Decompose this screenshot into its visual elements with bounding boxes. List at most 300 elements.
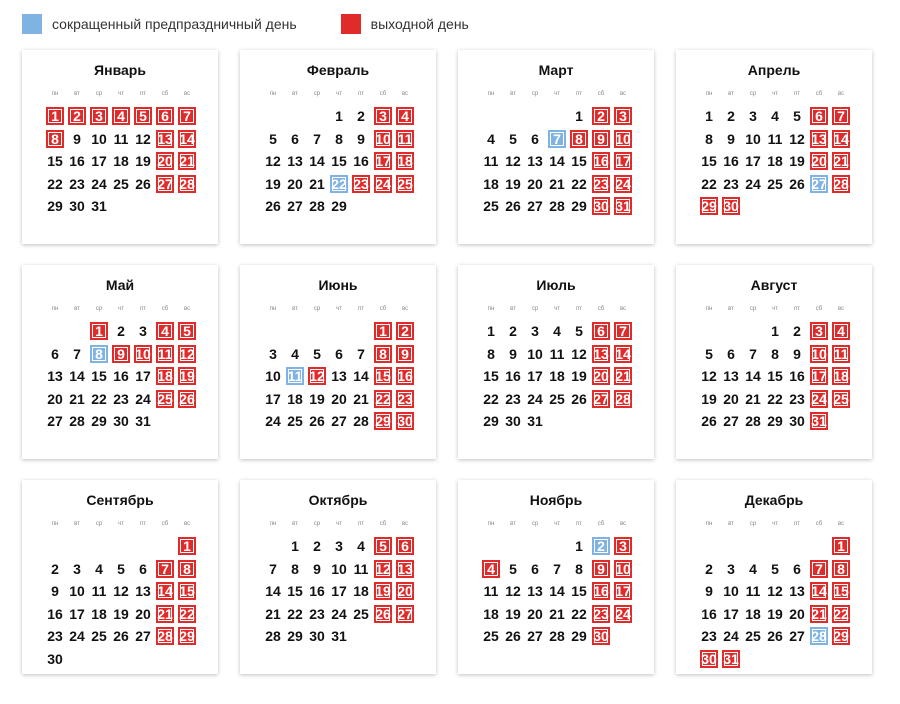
weekday-header (44, 306, 198, 312)
day-cell: 2 (592, 107, 610, 125)
day-cell: 23 (593, 175, 609, 192)
day-cell: 26 (701, 413, 717, 430)
day-cell: 4 (156, 322, 174, 340)
day-cell: 18 (833, 368, 849, 384)
weekday-label: пт (576, 521, 582, 527)
month-title: Май (105, 277, 135, 293)
day-cell: 29 (833, 628, 849, 644)
month-card (676, 265, 872, 459)
day-cell: 11 (287, 368, 303, 384)
day-cell: 1 (705, 108, 713, 125)
day-cell: 6 (156, 107, 174, 125)
weekday-label: пн (51, 306, 59, 312)
day-cell: 16 (505, 368, 521, 385)
day-cell: 21 (811, 605, 827, 622)
day-cell: 27 (47, 413, 63, 430)
weekday-label: вт (728, 91, 734, 97)
day-cell: 3 (139, 323, 147, 340)
day-cell: 22 (833, 605, 849, 622)
day-cell: 19 (505, 605, 521, 622)
day-cell: 6 (139, 560, 147, 577)
day-cell: 18 (287, 390, 303, 407)
day-cell: 20 (287, 175, 303, 192)
day-cell: 20 (723, 390, 739, 407)
day-cell: 16 (113, 368, 129, 385)
day-cell: 24 (331, 605, 347, 622)
empty-cell (132, 535, 154, 558)
weekday-header (262, 521, 416, 527)
day-cell: 17 (69, 605, 85, 622)
month-card (240, 480, 436, 674)
weekday-label: вс (619, 306, 627, 312)
day-cell: 14 (833, 130, 849, 147)
weekday-label: сб (815, 306, 823, 312)
day-cell: 10 (331, 560, 347, 577)
weekday-label: ср (531, 91, 539, 97)
day-cell: 29 (701, 198, 717, 214)
day-cell: 12 (265, 153, 281, 170)
day-cell: 19 (767, 605, 783, 622)
weekday-label: вс (619, 521, 627, 527)
day-cell: 25 (91, 628, 107, 645)
day-cell: 3 (90, 107, 108, 125)
day-cell: 24 (745, 175, 761, 192)
day-cell: 4 (832, 322, 850, 340)
day-cell: 5 (374, 537, 392, 555)
day-cell: 17 (745, 153, 761, 170)
day-cell: 29 (375, 413, 391, 429)
day-cell: 9 (313, 560, 321, 577)
day-cell: 30 (47, 650, 63, 667)
day-cell: 19 (789, 153, 805, 170)
day-cell: 12 (505, 153, 521, 170)
day-cell: 22 (701, 175, 717, 192)
day-cell: 5 (313, 345, 321, 362)
weekday-label: чт (118, 306, 124, 312)
day-cell: 11 (397, 130, 413, 147)
empty-cell (480, 105, 502, 128)
day-cell: 7 (614, 322, 632, 340)
weekday-label: сб (597, 521, 605, 527)
day-cell: 25 (745, 628, 761, 645)
legend-dayoff-label: выходной день (370, 16, 469, 32)
day-cell: 17 (615, 153, 631, 169)
day-cell: 8 (46, 130, 64, 148)
day-cell: 25 (397, 175, 413, 192)
day-cell: 11 (833, 345, 849, 362)
day-cell: 20 (135, 605, 151, 622)
day-cell: 2 (313, 538, 321, 555)
month-title: Октябрь (308, 492, 368, 508)
day-cell: 16 (353, 153, 369, 170)
day-cell: 9 (727, 130, 735, 147)
day-cell: 21 (179, 153, 195, 169)
weekday-header (480, 306, 634, 312)
weekday-label: сб (597, 91, 605, 97)
month-title: Апрель (747, 62, 801, 78)
weekday-label: пн (269, 521, 277, 527)
day-cell: 9 (73, 130, 81, 147)
weekday-label: чт (554, 521, 560, 527)
day-cell: 8 (771, 345, 779, 362)
day-cell: 23 (69, 175, 85, 192)
day-cell: 23 (723, 175, 739, 192)
day-cell: 13 (157, 130, 173, 147)
weekday-label: пн (487, 521, 495, 527)
day-cell: 17 (135, 368, 151, 385)
day-cell: 24 (91, 175, 107, 192)
day-cell: 2 (727, 108, 735, 125)
day-cell: 31 (527, 413, 543, 430)
weekday-label: чт (772, 521, 778, 527)
weekday-label: сб (161, 521, 169, 527)
day-cell: 19 (309, 390, 325, 407)
day-cell: 15 (571, 583, 587, 600)
day-cell: 7 (810, 560, 828, 578)
weekday-label: вт (292, 91, 298, 97)
day-cell: 27 (135, 628, 151, 645)
empty-cell (524, 105, 546, 128)
month-card (22, 50, 218, 244)
day-cell: 20 (47, 390, 63, 407)
day-cell: 3 (614, 107, 632, 125)
weekday-label: ср (313, 521, 321, 527)
day-cell: 28 (353, 413, 369, 430)
day-cell: 30 (397, 413, 413, 429)
day-cell: 3 (269, 345, 277, 362)
day-cell: 23 (701, 628, 717, 645)
weekday-label: сб (815, 91, 823, 97)
day-cell: 30 (789, 413, 805, 430)
date-grid (44, 105, 198, 218)
weekday-label: вт (74, 306, 80, 312)
day-cell: 15 (375, 368, 391, 384)
day-cell: 13 (527, 583, 543, 600)
day-cell: 17 (811, 368, 827, 384)
day-cell: 28 (549, 198, 565, 215)
day-cell: 28 (549, 628, 565, 645)
date-grid (480, 535, 634, 648)
day-cell: 14 (615, 345, 631, 362)
day-cell: 24 (265, 413, 281, 430)
day-cell: 11 (483, 583, 499, 600)
day-cell: 7 (749, 345, 757, 362)
month-card (240, 265, 436, 459)
day-cell: 22 (483, 390, 499, 407)
weekday-header (698, 306, 852, 312)
day-cell: 9 (705, 583, 713, 600)
weekday-label: вт (728, 521, 734, 527)
weekday-label: ср (313, 306, 321, 312)
day-cell: 18 (483, 605, 499, 622)
day-cell: 15 (483, 368, 499, 385)
day-cell: 20 (527, 605, 543, 622)
legend-shortened-label: сокращенный предпраздничный день (52, 16, 297, 32)
month-card (458, 265, 654, 459)
day-cell: 13 (527, 153, 543, 170)
day-cell: 20 (397, 583, 413, 599)
weekday-label: чт (772, 91, 778, 97)
day-cell: 28 (833, 175, 849, 192)
empty-cell (480, 535, 502, 558)
weekday-label: вт (510, 306, 516, 312)
day-cell: 25 (113, 175, 129, 192)
weekday-label: пт (358, 521, 364, 527)
day-cell: 22 (571, 605, 587, 622)
day-cell: 11 (157, 345, 173, 362)
day-cell: 15 (571, 153, 587, 170)
day-cell: 25 (287, 413, 303, 430)
day-cell: 24 (723, 628, 739, 645)
day-cell: 3 (73, 560, 81, 577)
day-cell: 7 (313, 130, 321, 147)
day-cell: 21 (615, 368, 631, 384)
day-cell: 1 (178, 537, 196, 555)
day-cell: 19 (701, 390, 717, 407)
day-cell: 18 (353, 583, 369, 600)
weekday-label: пн (487, 306, 495, 312)
day-cell: 1 (291, 538, 299, 555)
weekday-header (480, 91, 634, 97)
day-cell: 31 (91, 198, 107, 215)
empty-cell (262, 105, 284, 128)
day-cell: 6 (396, 537, 414, 555)
day-cell: 30 (505, 413, 521, 430)
day-cell: 1 (335, 108, 343, 125)
weekday-label: ср (531, 306, 539, 312)
month-title: Август (750, 277, 798, 293)
day-cell: 18 (767, 153, 783, 170)
day-cell: 5 (793, 108, 801, 125)
weekday-label: вт (510, 91, 516, 97)
day-cell: 15 (701, 153, 717, 170)
weekday-label: пн (487, 91, 495, 97)
day-cell: 23 (47, 628, 63, 645)
day-cell: 29 (47, 198, 63, 215)
weekday-label: вс (183, 306, 191, 312)
weekday-label: сб (379, 306, 387, 312)
day-cell: 5 (509, 130, 517, 147)
day-cell: 5 (134, 107, 152, 125)
day-cell: 19 (179, 368, 195, 384)
day-cell: 6 (727, 345, 735, 362)
day-cell: 28 (745, 413, 761, 430)
day-cell: 10 (69, 583, 85, 600)
day-cell: 30 (593, 628, 609, 644)
day-cell: 7 (269, 560, 277, 577)
weekday-label: пн (705, 91, 713, 97)
dayoff-swatch (341, 14, 361, 34)
weekday-label: чт (554, 306, 560, 312)
day-cell: 10 (811, 345, 827, 362)
weekday-label: сб (597, 306, 605, 312)
day-cell: 16 (593, 583, 609, 599)
day-cell: 26 (571, 390, 587, 407)
day-cell: 18 (483, 175, 499, 192)
day-cell: 31 (723, 650, 739, 667)
day-cell: 14 (157, 583, 173, 599)
day-cell: 25 (483, 628, 499, 645)
day-cell: 12 (309, 368, 325, 384)
day-cell: 2 (705, 560, 713, 577)
day-cell: 11 (483, 153, 499, 170)
day-cell: 17 (265, 390, 281, 407)
legend (22, 12, 513, 36)
day-cell: 18 (113, 153, 129, 170)
day-cell: 28 (309, 198, 325, 215)
day-cell: 21 (549, 605, 565, 622)
weekday-label: пн (51, 521, 59, 527)
month-card (458, 50, 654, 244)
weekday-label: пт (358, 306, 364, 312)
day-cell: 18 (91, 605, 107, 622)
day-cell: 9 (51, 583, 59, 600)
day-cell: 26 (309, 413, 325, 430)
day-cell: 21 (309, 175, 325, 192)
weekday-label: пт (576, 91, 582, 97)
weekday-label: ср (95, 306, 103, 312)
day-cell: 19 (505, 175, 521, 192)
day-cell: 13 (331, 368, 347, 385)
day-cell: 9 (396, 345, 414, 363)
weekday-label: ср (531, 521, 539, 527)
day-cell: 9 (112, 345, 130, 363)
empty-cell (742, 320, 764, 343)
day-cell: 3 (335, 538, 343, 555)
shortened-swatch (22, 14, 42, 34)
day-cell: 12 (375, 560, 391, 577)
day-cell: 8 (374, 345, 392, 363)
empty-cell (44, 535, 66, 558)
day-cell: 8 (291, 560, 299, 577)
day-cell: 2 (592, 537, 610, 555)
day-cell: 26 (265, 198, 281, 215)
day-cell: 24 (135, 390, 151, 407)
day-cell: 12 (179, 345, 195, 362)
day-cell: 4 (482, 560, 500, 578)
day-cell: 15 (833, 583, 849, 599)
day-cell: 27 (527, 628, 543, 645)
weekday-label: чт (336, 306, 342, 312)
day-cell: 13 (135, 583, 151, 600)
month-title: Январь (94, 62, 146, 78)
day-cell: 8 (487, 345, 495, 362)
day-cell: 8 (570, 130, 588, 148)
empty-cell (720, 320, 742, 343)
day-cell: 11 (113, 130, 129, 147)
day-cell: 21 (833, 153, 849, 169)
empty-cell (502, 535, 524, 558)
day-cell: 8 (705, 130, 713, 147)
day-cell: 14 (353, 368, 369, 385)
weekday-label: чт (118, 91, 124, 97)
empty-cell (44, 320, 66, 343)
empty-cell (742, 535, 764, 558)
day-cell: 5 (705, 345, 713, 362)
month-card (22, 265, 218, 459)
day-cell: 23 (505, 390, 521, 407)
day-cell: 13 (789, 583, 805, 600)
day-cell: 14 (549, 583, 565, 600)
day-cell: 11 (767, 130, 783, 147)
day-cell: 20 (527, 175, 543, 192)
day-cell: 25 (353, 605, 369, 622)
empty-cell (306, 105, 328, 128)
weekday-label: вс (401, 521, 409, 527)
day-cell: 10 (615, 130, 631, 147)
day-cell: 10 (135, 345, 151, 362)
day-cell: 27 (287, 198, 303, 215)
weekday-label: вс (183, 521, 191, 527)
day-cell: 4 (291, 345, 299, 362)
day-cell: 22 (331, 175, 347, 192)
day-cell: 27 (527, 198, 543, 215)
day-cell: 15 (287, 583, 303, 600)
date-grid (44, 535, 198, 670)
day-cell: 5 (117, 560, 125, 577)
month-card (240, 50, 436, 244)
day-cell: 8 (575, 560, 583, 577)
day-cell: 12 (789, 130, 805, 147)
day-cell: 8 (178, 560, 196, 578)
day-cell: 12 (767, 583, 783, 600)
day-cell: 12 (113, 583, 129, 600)
day-cell: 6 (51, 345, 59, 362)
day-cell: 29 (179, 628, 195, 644)
weekday-label: чт (772, 306, 778, 312)
day-cell: 20 (157, 153, 173, 169)
day-cell: 3 (810, 322, 828, 340)
day-cell: 2 (793, 323, 801, 340)
day-cell: 21 (745, 390, 761, 407)
empty-cell (328, 320, 350, 343)
day-cell: 8 (335, 130, 343, 147)
day-cell: 27 (157, 175, 173, 192)
day-cell: 28 (179, 175, 195, 192)
weekday-header (44, 521, 198, 527)
day-cell: 5 (771, 560, 779, 577)
day-cell: 29 (287, 628, 303, 645)
day-cell: 8 (90, 345, 108, 363)
day-cell: 13 (723, 368, 739, 385)
day-cell: 31 (811, 413, 827, 429)
day-cell: 2 (117, 323, 125, 340)
weekday-label: вт (728, 306, 734, 312)
day-cell: 7 (156, 560, 174, 578)
month-title: Сентябрь (86, 492, 154, 508)
day-cell: 30 (113, 413, 129, 430)
day-cell: 29 (571, 628, 587, 645)
day-cell: 2 (396, 322, 414, 340)
day-cell: 26 (789, 175, 805, 192)
day-cell: 30 (69, 198, 85, 215)
empty-cell (306, 320, 328, 343)
day-cell: 27 (723, 413, 739, 430)
day-cell: 6 (531, 130, 539, 147)
day-cell: 3 (614, 537, 632, 555)
weekday-label: пн (705, 521, 713, 527)
day-cell: 24 (375, 175, 391, 192)
day-cell: 30 (593, 198, 609, 214)
weekday-label: сб (161, 91, 169, 97)
weekday-label: ср (749, 521, 757, 527)
day-cell: 30 (309, 628, 325, 645)
weekday-label: вт (510, 521, 516, 527)
day-cell: 15 (91, 368, 107, 385)
day-cell: 16 (309, 583, 325, 600)
day-cell: 29 (767, 413, 783, 430)
weekday-label: вс (401, 306, 409, 312)
